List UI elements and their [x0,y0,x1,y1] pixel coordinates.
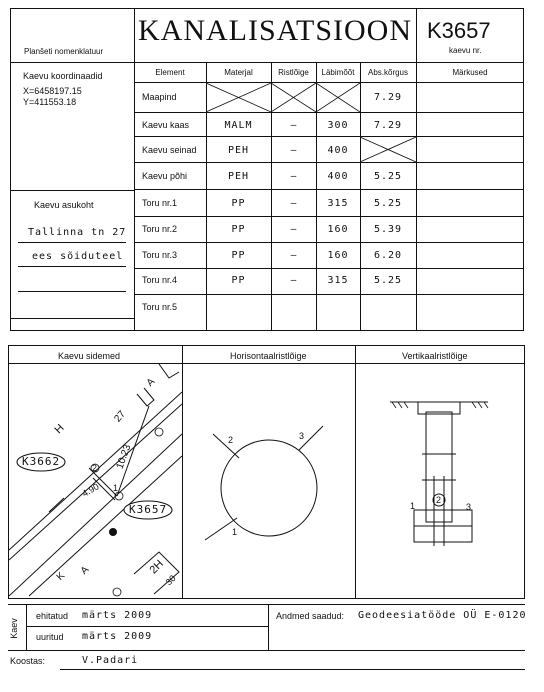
row-element: Toru nr.5 [142,302,178,312]
row-height: 7.29 [373,120,403,131]
row-cross: – [290,145,297,156]
col-material: Materjal [224,68,253,77]
row-element: Kaevu seinad [142,145,197,155]
street-k-label: K [54,570,68,583]
built-value: märts 2009 [82,610,153,621]
col-notes: Märkused [452,68,488,77]
location-line1: Tallinna tn 27 [28,227,127,238]
dim-1: 10.23 [114,443,134,471]
title-divider [134,8,135,62]
row-element: Toru nr.4 [142,275,178,285]
horizontal-section [183,364,355,598]
row-cross: – [290,224,297,235]
well-code-label: kaevu nr. [449,46,482,55]
row-material: MALM [224,120,253,131]
street-h-label: H [52,422,67,437]
corner-number: 30 [163,573,178,588]
location-bottom [10,318,134,319]
location-line2: ees sõiduteel [32,251,124,262]
location-underline3 [18,291,126,292]
vsection-pipe-2: 2 [436,495,442,505]
location-underline1 [18,242,126,243]
section-vertical-title: Vertikaalristlõige [402,351,468,361]
built-label: ehitatud [36,611,69,621]
row-height: 5.25 [373,275,403,286]
col-height: Abs.kõrgus [367,68,409,77]
row-element: Toru nr.3 [142,250,178,260]
well-code: K3657 [427,18,491,43]
crossed-cell-seinad [360,137,416,162]
row-height: 5.25 [373,198,403,209]
compiled-label: Koostas: [10,656,46,666]
compiled-value: V.Padari [82,655,139,666]
row-element: Kaevu kaas [142,120,190,130]
surveyed-label: uuritud [36,632,64,642]
row-element: Toru nr.1 [142,198,178,208]
col-cross: Ristlõige [278,68,309,77]
point-1: 1 [113,483,119,493]
left-coords-bottom [10,190,134,191]
row-height: 6.20 [373,250,403,261]
dim-2: 4.90 [80,481,101,499]
hsection-pipe-1: 1 [232,527,238,537]
row-diameter: 315 [327,275,349,286]
row-cross: – [290,198,297,209]
location-label: Kaevu asukoht [34,200,94,210]
row-material: PP [231,275,246,286]
row-diameter: 400 [327,171,349,182]
row-material: PEH [227,145,250,156]
row-element: Toru nr.2 [142,224,178,234]
hsection-pipe-2: 2 [228,435,234,445]
nomenclature-label: Planšeti nomenklatuur [24,47,104,56]
row-diameter: 300 [327,120,349,131]
well-a-label: K3662 [22,455,61,468]
row-height: 5.39 [373,224,403,235]
street-a2-label: A [78,564,92,577]
street-a-label: A [144,376,158,389]
kaev-label: Kaev [8,618,19,639]
vsection-pipe-3: 3 [466,502,472,512]
col-element: Element [155,68,185,77]
source-label: Andmed saadud: [276,611,345,621]
row-cross: – [290,120,297,131]
data-table [134,62,524,331]
row-material: PP [231,224,246,235]
vertical-section [356,364,524,598]
left-nomenclature-bottom [10,62,134,63]
hsection-pipe-3: 3 [299,431,305,441]
source-value: Geodeesiatööde OÜ E-0120 [358,610,527,621]
coords-label: Kaevu koordinaadid [23,71,103,81]
point-2: 2 [92,463,98,473]
row-cross: – [290,250,297,261]
row-diameter: 160 [327,250,349,261]
location-underline2 [18,266,126,267]
row-diameter: 400 [327,145,349,156]
row-material: PP [231,198,246,209]
row-element: Kaevu põhi [142,171,188,181]
well-b-label: K3657 [129,503,168,516]
vsection-pipe-1: 1 [410,501,416,511]
code-divider [416,8,417,62]
section-ties-title: Kaevu sidemed [58,351,121,361]
crossed-cells-maapind [206,83,360,112]
row-material: PEH [227,171,250,182]
section-horizontal-title: Horisontaalristlõige [230,351,307,361]
page-title: KANALISATSIOON [138,14,412,47]
row-height: 5.25 [373,171,403,182]
row-cross: – [290,275,297,286]
coord-y: Y=411553.18 [23,97,77,107]
row-material: PP [231,250,246,261]
row-height: 7.29 [373,92,403,103]
surveyed-value: märts 2009 [82,631,153,642]
corner-label: 2H [147,557,166,577]
col-diameter: Läbimõõt [321,68,355,77]
row-diameter: 160 [327,224,349,235]
coord-x: X=6458197.15 [23,86,82,96]
house-number: 27 [112,408,128,425]
row-element: Maapind [142,92,177,102]
row-diameter: 315 [327,198,349,209]
row-cross: – [290,171,297,182]
